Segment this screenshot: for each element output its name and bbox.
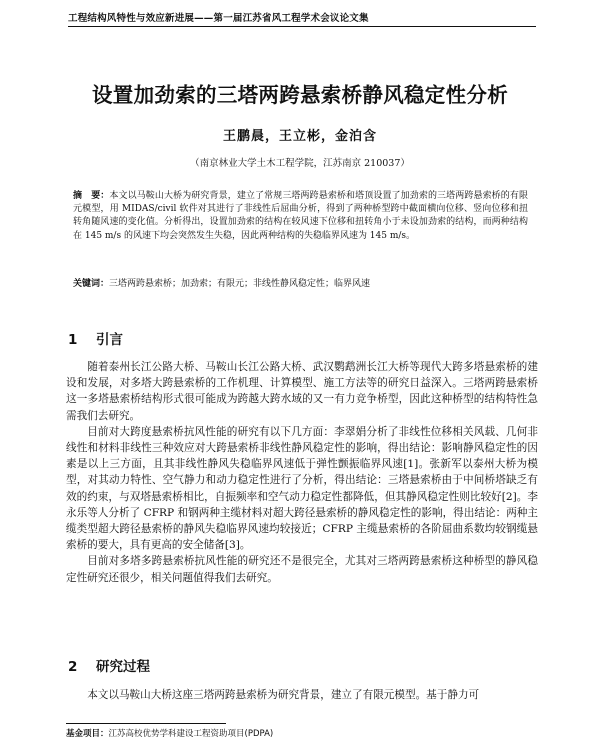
paper-title: 设置加劲索的三塔两跨悬索桥静风稳定性分析	[92, 83, 508, 107]
keywords-text: 三塔两跨悬索桥；加劲索；有限元；非线性静风稳定性；临界风速	[109, 279, 371, 289]
paragraph	[66, 424, 538, 554]
abstract-label: 摘 要：	[73, 191, 110, 201]
section-body-research-process	[66, 687, 538, 703]
authors: 王鹏晨，王立彬，金泊含	[222, 129, 377, 144]
section-heading-research-process	[68, 655, 150, 675]
paragraph: 目前对多塔多跨悬索桥抗风性能的研究还不是很完全，尤其对三塔两跨悬索桥这种桥型的静风稳定性研究还很少，相关问题值得我们去研究。	[66, 555, 538, 584]
footnote-funding	[66, 727, 273, 739]
section-number: 1	[68, 332, 78, 348]
footnote-label: 基金项目：	[66, 729, 109, 739]
section-heading-introduction	[68, 328, 123, 348]
section-number: 2	[68, 659, 78, 675]
section-body-introduction	[66, 359, 538, 586]
keywords	[73, 278, 528, 291]
section-title: 研究过程	[96, 659, 150, 675]
paragraph-text: 目前对大跨度悬索桥抗风性能的研究有以下几方面：李翠娟分析了非线性位移相关风载、几何非线性和材料非线性三种效应对大跨悬索桥非线性静风稳定性的影响，得出结论：影响静风稳定性的因素是以上三方面，且其非线性静风失稳临界风速低于弹性颤振临界风速[1]。张新军以泰州大桥为模型，对其动力特性、空气静力和动力稳定性进行了分析，得出结论：三塔悬索桥由于中间桥塔缺乏有效的约束，与双塔悬索桥相比，自振频率和空气动力稳定性都降低，但其静风稳定性则比较好[2]。李永乐等人分析了 CFRP 和钢两种主缆材料对超大跨径悬索桥的静风稳定性的影响，得出结论：两种主缆类型超大跨径悬索桥的静风失稳临界风速均较接近；CFRP 主缆悬索桥的各阶屈曲系数均较钢缆悬索桥的要大，具有更高的安全储备[3]。	[66, 425, 538, 552]
affiliation: （南京林业大学土木工程学院，江苏南京 210037）	[190, 158, 410, 169]
abstract-text: 本文以马鞍山大桥为研究背景，建立了常规三塔两跨悬索桥和塔顶设置了加劲索的三塔两跨悬索桥的有限元模型，用 MIDAS/civil 软件对其进行了非线性后屈曲分析，得到了两种桥型跨中截面横向位移、竖向位移和扭转角随风速的变化值。分析得出，设置加劲索的结构在较风速下位移和扭转角小于未设加劲索的结构，而两种结构在 145 m/s 的风速下均会突然发生失稳，因此两种结构的失稳临界风速为 145 m/s。	[73, 191, 528, 241]
section-title: 引言	[96, 332, 123, 348]
footnote-text: 江苏高校优势学科建设工程资助项目(PDPA)	[108, 729, 274, 739]
paragraph: 随着泰州长江公路大桥、马鞍山长江公路大桥、武汉鹦鹉洲长江大桥等现代大跨多塔悬索桥的建设和发展，对多塔大跨悬索桥的工作机理、计算模型、施工方法等的研究日益深入。三塔两跨悬索桥这一多塔悬索桥结构形式很可能成为跨越大跨水域的又一有力竞争桥型，因此这种桥型的结构特性急需我们去研究。	[66, 361, 538, 422]
paragraph: 本文以马鞍山大桥这座三塔两跨悬索桥为研究背景，建立了有限元模型。基于静力可	[87, 689, 480, 701]
keywords-label: 关键词：	[73, 279, 110, 289]
running-head: 工程结构风特性与效应新进展——第一届江苏省风工程学术会议论文集	[68, 10, 536, 27]
footnote-divider	[66, 723, 226, 724]
abstract	[73, 190, 528, 243]
